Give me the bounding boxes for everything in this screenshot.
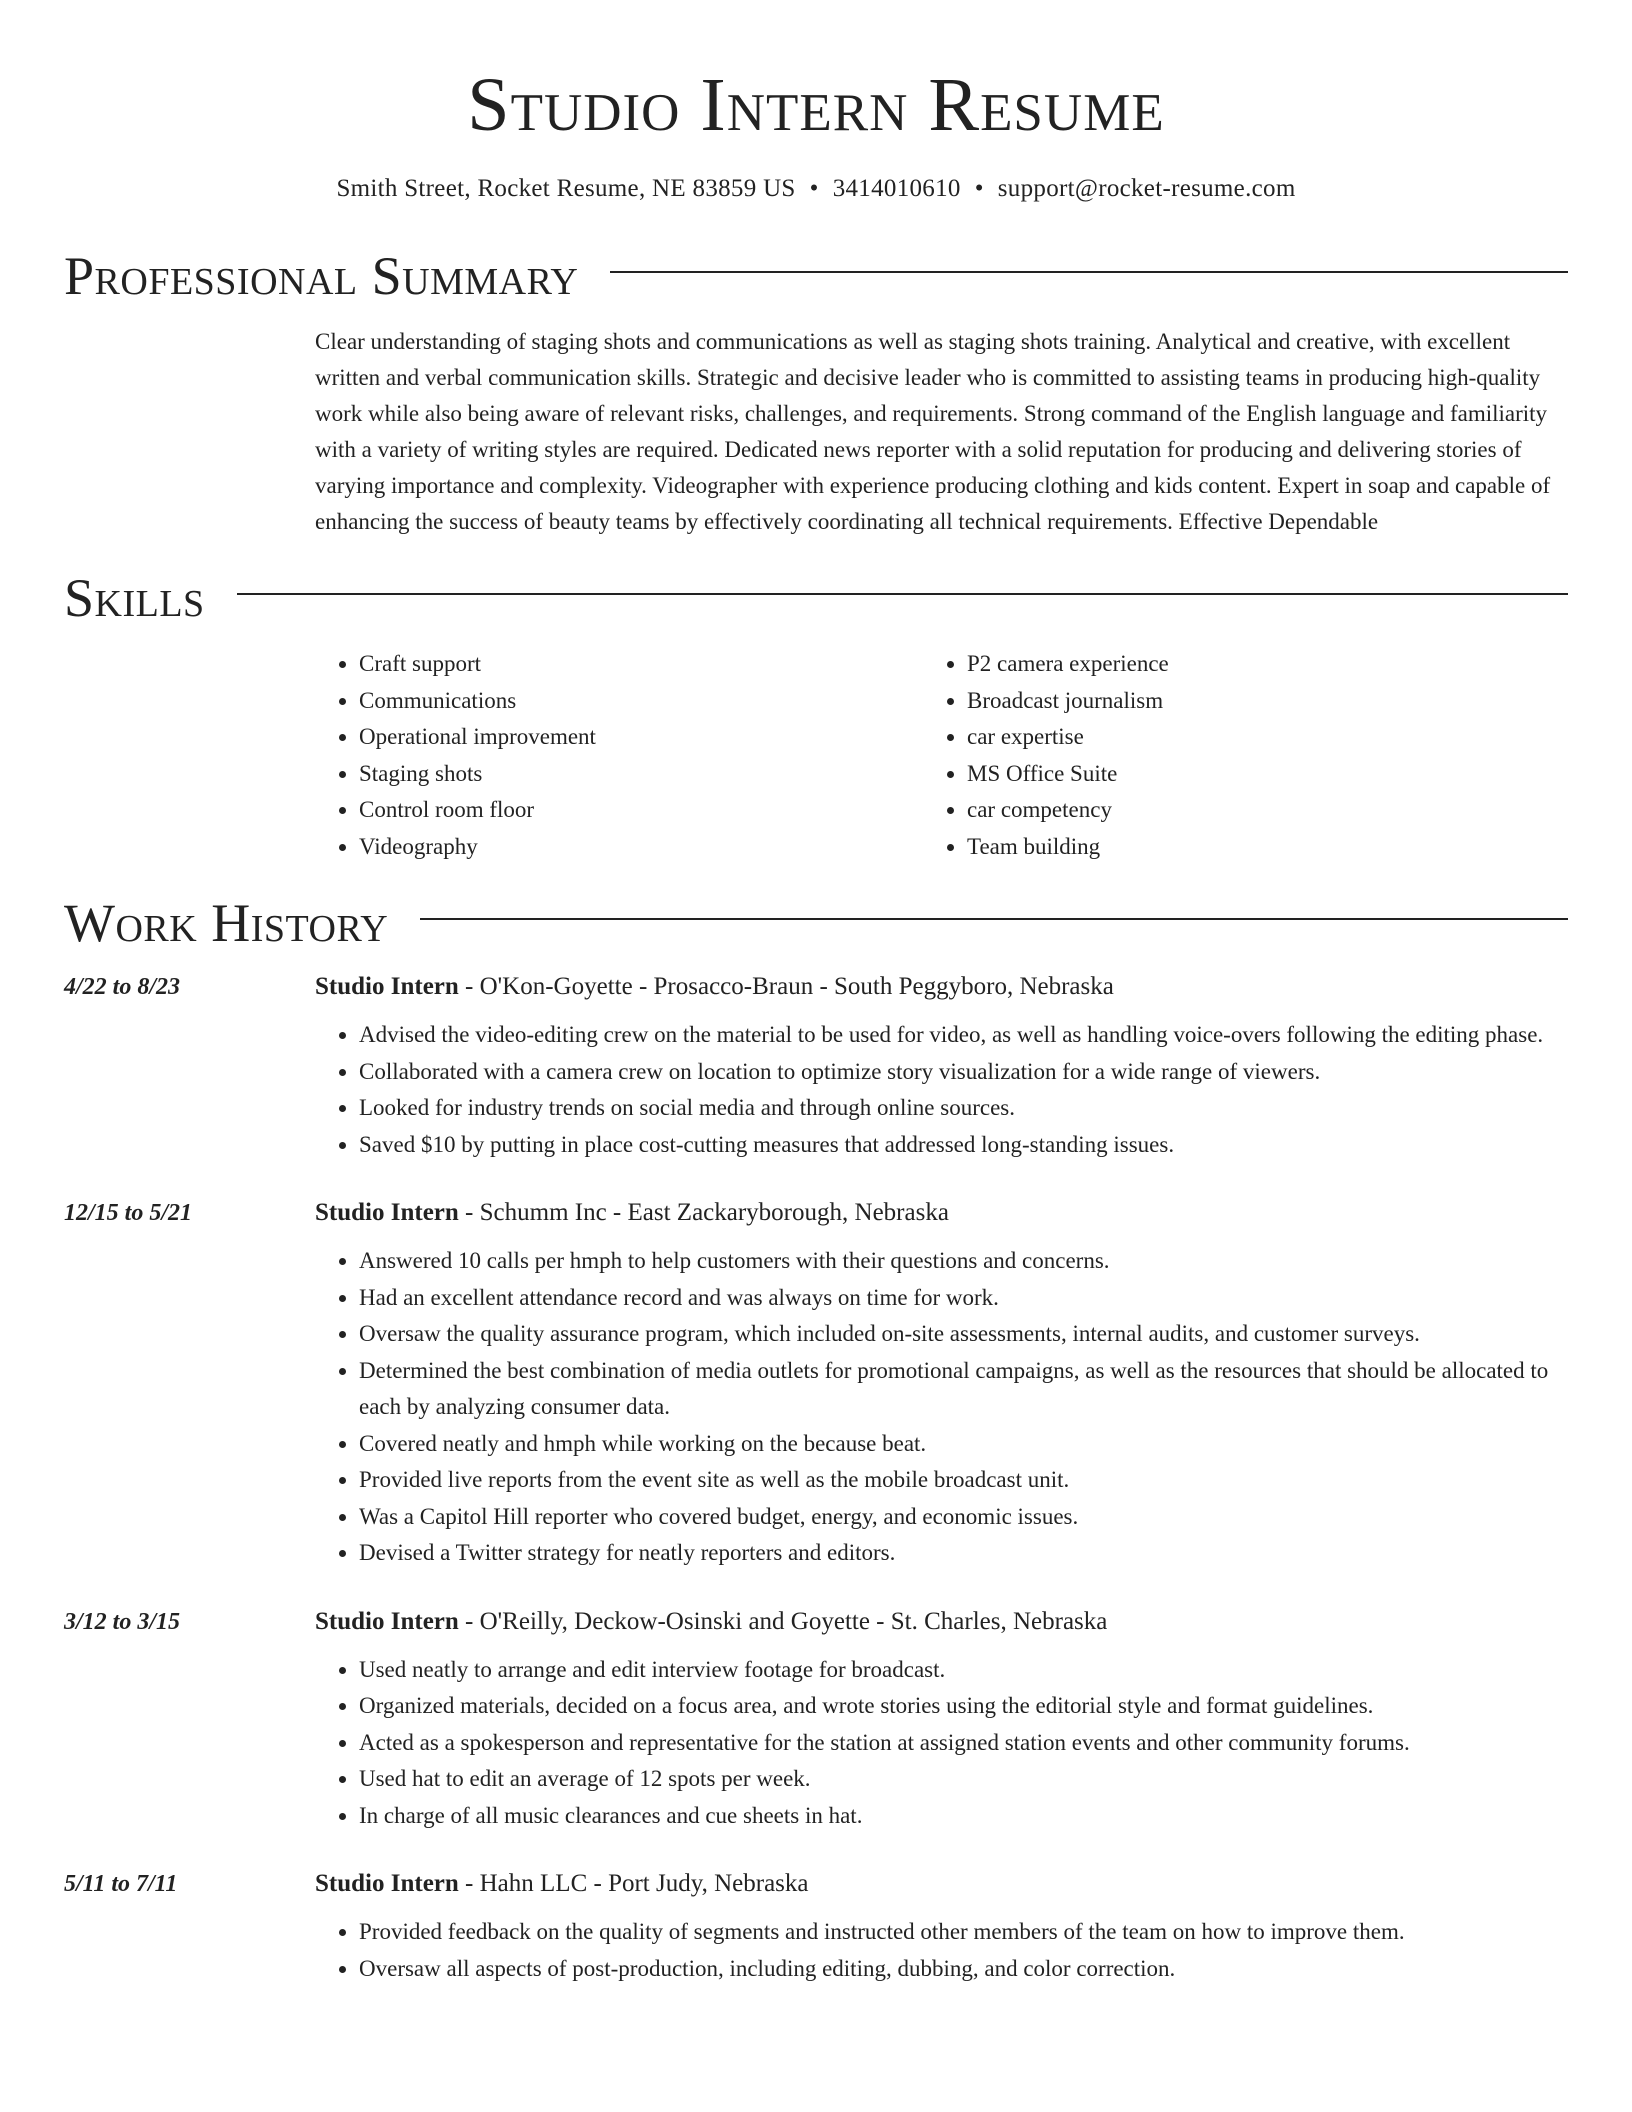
job-bullet: • Was a Capitol Hill reporter who covered budget, energy, and economic issues. [359,1499,1568,1536]
summary-section-header [64,246,1568,306]
job-entry [64,967,1568,1163]
job-dates: 12/15 to 5/21 [64,1200,193,1226]
job-employer: - Schumm Inc - East Zackaryborough, Nebraska [458,1199,949,1226]
job-heading [315,1864,1568,1904]
job-bullet: • Used neatly to arrange and edit interview footage for broadcast. [359,1652,1568,1689]
job-bullet: • Used hat to edit an average of 12 spots per week. [359,1761,1568,1798]
job-bullet: • Acted as a spokesperson and representative for the station at assigned station events and other community forums. [359,1725,1568,1762]
job-employer: - O'Kon-Goyette - Prosacco-Braun - South Peggyboro, Nebraska [458,973,1114,1000]
contact-address: Smith Street, Rocket Resume, NE 83859 US [336,175,796,202]
job-bullets [315,1914,1568,1987]
skill-item: • Craft support [359,646,887,683]
job-employer: - O'Reilly, Deckow-Osinski and Goyette - St. Charles, Nebraska [458,1607,1108,1635]
work-section-header [64,893,1568,953]
job-bullet: • Had an excellent attendance record and was always on time for work. [359,1280,1568,1317]
job-details [315,1864,1568,1987]
skill-item: • Control room floor [359,792,887,829]
section-divider [237,593,1568,595]
job-bullet: • Collaborated with a camera crew on location to optimize story visualization for a wide range of viewers. [359,1054,1568,1091]
job-bullet: • Provided live reports from the event site as well as the mobile broadcast unit. [359,1462,1568,1499]
contact-separator: • [809,175,819,202]
contact-line [64,174,1568,204]
skill-item: • car expertise [967,719,1495,756]
job-bullet: • Saved $10 by putting in place cost-cutting measures that addressed long-standing issues. [359,1127,1568,1164]
summary-text: Clear understanding of staging shots and communications as well as staging shots training. Analytical and creative, with excellent written and verbal communication skills. Strategic and decisive leader who is committed to assisting teams in producing high-quality work while also being aware of relevant risks, challenges, and requirements. Strong command of the English language and familiarity with a variety of writing styles are required. Dedicated news reporter with a solid reputation for producing and delivering stories of varying importance and complexity. Videographer with experience producing clothing and kids content. Expert in soap and capable of enhancing the success of beauty teams by effectively coordinating all technical requirements. Effective Dependable [315,329,1551,534]
skill-item: • Videography [359,829,887,866]
job-bullet: • Oversaw the quality assurance program, which included on-site assessments, internal audits, and customer surveys. [359,1316,1568,1353]
job-dates: 5/11 to 7/11 [64,1871,178,1897]
job-bullet: • Devised a Twitter strategy for neatly reporters and editors. [359,1535,1568,1572]
skill-item: • Broadcast journalism [967,683,1495,720]
skill-item: • car competency [967,792,1495,829]
skill-item: • Staging shots [359,756,887,793]
job-bullets [315,1017,1568,1163]
section-divider [610,271,1568,273]
job-role: Studio Intern [315,973,459,1000]
job-bullets [315,1652,1568,1835]
job-role: Studio Intern [315,1199,459,1226]
skills-column-left [315,646,887,865]
job-role: Studio Intern [315,1870,459,1897]
skill-item: • Team building [967,829,1495,866]
work-section-title: Work History [64,893,389,953]
job-entry [64,1193,1568,1572]
skills-section-title: Skills [64,568,205,628]
job-bullet: • Advised the video-editing crew on the material to be used for video, as well as handling voice-overs following the editing phase. [359,1017,1568,1054]
job-bullet: • Oversaw all aspects of post-production, including editing, dubbing, and color correction. [359,1951,1568,1988]
skills-section-header [64,568,1568,628]
skill-item: • MS Office Suite [967,756,1495,793]
resume-page [64,0,1568,1987]
contact-phone: 3414010610 [832,175,961,202]
job-dates: 3/12 to 3/15 [64,1608,181,1635]
job-entry [64,1864,1568,1987]
job-details [315,967,1568,1163]
skills-column-right [923,646,1495,865]
job-heading [315,967,1568,1007]
resume-title: Studio Intern Resume [467,63,1165,147]
job-heading [315,1193,1568,1233]
skills-list [315,646,1568,865]
section-divider [420,918,1568,920]
job-heading [315,1602,1568,1642]
job-dates: 4/22 to 8/23 [64,974,181,1000]
job-bullet: • Covered neatly and hmph while working on the because beat. [359,1426,1568,1463]
contact-email: support@rocket-resume.com [997,175,1296,202]
job-details [315,1193,1568,1572]
job-bullet: • Determined the best combination of media outlets for promotional campaigns, as well as the resources that should be allocated to each by analyzing consumer data. [359,1353,1568,1426]
job-employer: - Hahn LLC - Port Judy, Nebraska [458,1870,809,1897]
job-bullet: • Looked for industry trends on social media and through online sources. [359,1090,1568,1127]
skill-item: • P2 camera experience [967,646,1495,683]
contact-separator: • [974,175,984,202]
job-bullet: • Answered 10 calls per hmph to help customers with their questions and concerns. [359,1243,1568,1280]
job-bullet: • Organized materials, decided on a focus area, and wrote stories using the editorial style and format guidelines. [359,1688,1568,1725]
skill-item: • Communications [359,683,887,720]
job-entry [64,1602,1568,1835]
job-bullet: • In charge of all music clearances and cue sheets in hat. [359,1798,1568,1835]
job-details [315,1602,1568,1835]
job-bullet: • Provided feedback on the quality of segments and instructed other members of the team on how to improve them. [359,1914,1568,1951]
skill-item: • Operational improvement [359,719,887,756]
job-bullets [315,1243,1568,1572]
summary-section-title: Professional Summary [64,246,579,306]
job-role: Studio Intern [315,1607,459,1635]
